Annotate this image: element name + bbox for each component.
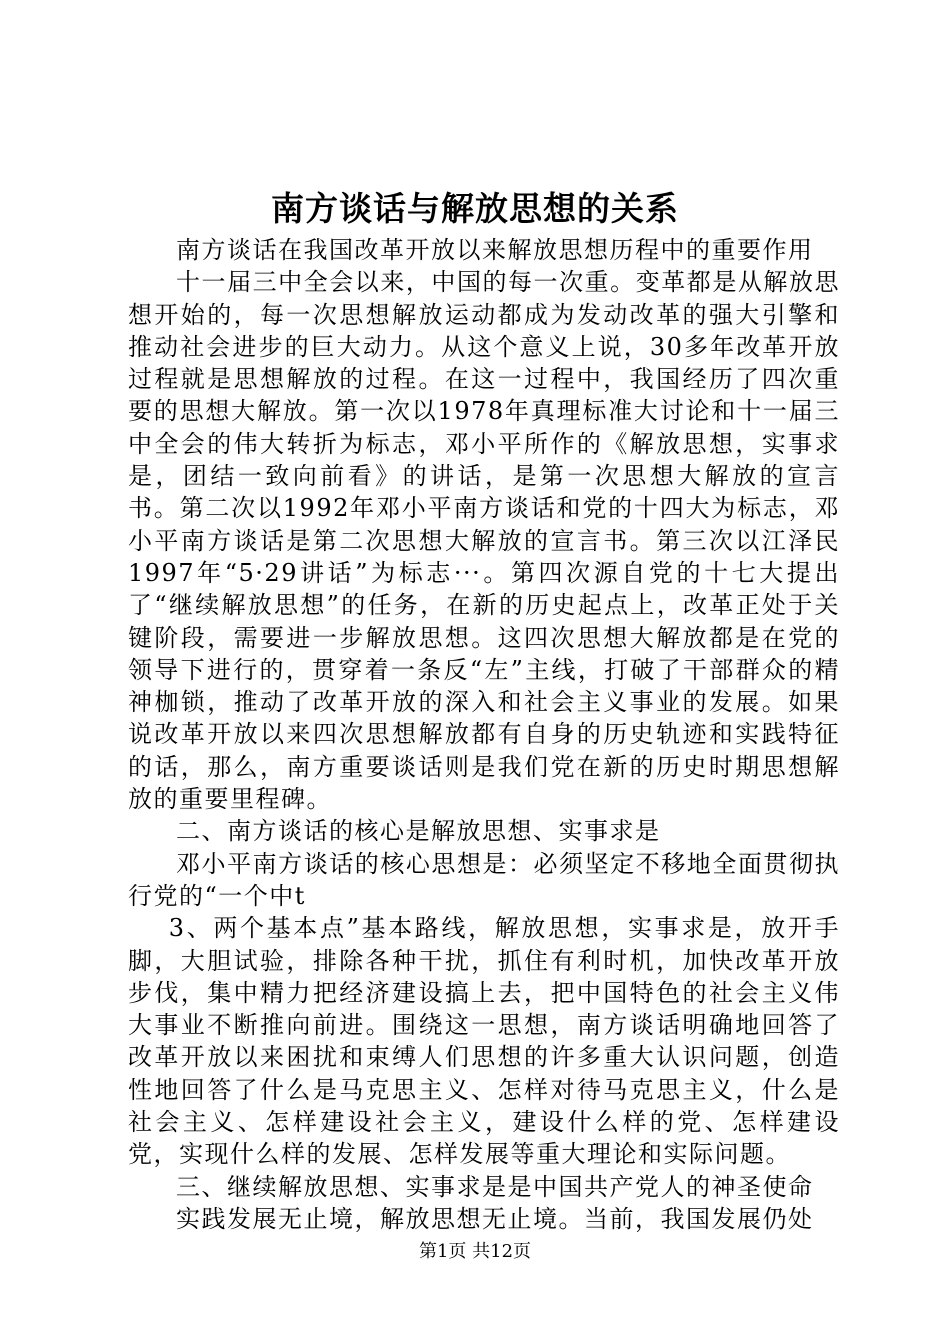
- paragraph-four-liberations: 十一届三中全会以来，中国的每一次重。变革都是从解放思想开始的，每一次思想解放运动都成为发动改革的强大引擎和推动社会进步的巨大动力。从这个意义上说，30多年改革开放过程就是思想解放的过程。在这一过程中，我国经历了四次重要的思想大解放。第一次以1978年真理标准大讨论和十一届三中全会的伟大转折为标志，邓小平所作的《解放思想，实事求是，团结一致向前看》的讲话，是第一次思想大解放的宣言书。第二次以1992年邓小平南方谈话和党的十四大为标志，邓小平南方谈话是第二次思想大解放的宣言书。第三次以江泽民1997年“5·29讲话”为标志···。第四次源自党的十七大提出了“继续解放思想”的任务，在新的历史起点上，改革正处于关键阶段，需要进一步解放思想。这四次思想大解放都是在党的领导下进行的，贯穿着一条反“左”主线，打破了干部群众的精神枷锁，推动了改革开放的深入和社会主义事业的发展。如果说改革开放以来四次思想解放都有自身的历史轨迹和实践特征的话，那么，南方重要谈话则是我们党在新的历史时期思想解放的重要里程碑。: [128, 268, 840, 814]
- section-heading-three: 三、继续解放思想、实事求是是中国共产党人的神圣使命: [176, 1172, 814, 1201]
- section-heading-two: 二、南方谈话的核心是解放思想、实事求是: [176, 817, 661, 846]
- paragraph-core-thought: 邓小平南方谈话的核心思想是：必须坚定不移地全面贯彻执行党的“一个中t: [128, 849, 840, 910]
- document-title: 南方谈话与解放思想的关系: [271, 189, 679, 228]
- paragraph-basic-line: 3、两个基本点”基本路线，解放思想，实事求是，放开手脚，大胆试验，排除各种干扰，抓住有利时机，加快改革开放步伐，集中精力把经济建设搞上去，把中国特色的社会主义伟大事业不断推向前进。围绕这一思想，南方谈话明确地回答了改革开放以来困扰和束缚人们思想的许多重大认识问题，创造性地回答了什么是马克思主义、怎样对待马克思主义，什么是社会主义、怎样建设社会主义，建设什么样的党、怎样建设党，实现什么样的发展、怎样发展等重大理论和实际问题。: [128, 914, 840, 1169]
- document-body: [128, 234, 840, 1235]
- paragraph-subtitle: 南方谈话在我国改革开放以来解放思想历程中的重要作用: [176, 236, 814, 264]
- page-number-footer: 第1页 共12页: [418, 1241, 532, 1262]
- paragraph-practice: 实践发展无止境，解放思想无止境。当前，我国发展仍处: [176, 1204, 814, 1233]
